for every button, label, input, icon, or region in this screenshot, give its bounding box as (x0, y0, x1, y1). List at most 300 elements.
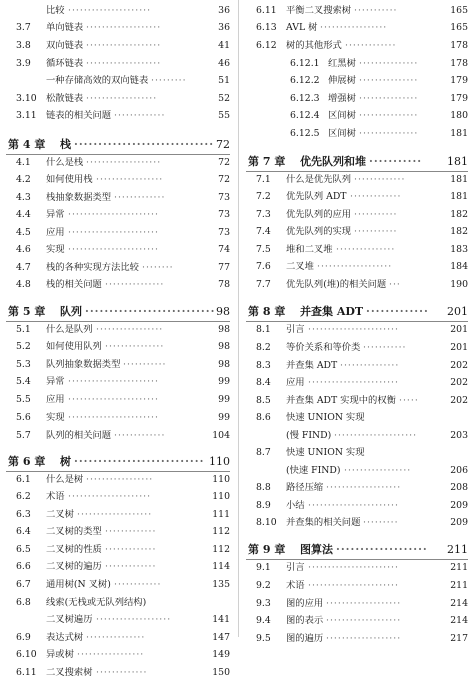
toc-page-number: 111 (212, 509, 230, 520)
toc-number: 4.8 (16, 279, 31, 290)
toc-title: 实现 (46, 412, 65, 423)
toc-page-number: 73 (218, 192, 230, 203)
toc-page-number: 99 (218, 376, 230, 387)
toc-title: 路径压缩 (286, 482, 324, 493)
toc-page-number: 181 (450, 191, 468, 202)
toc-leader-dots: ················· (96, 324, 164, 335)
toc-number: 8.8 (256, 482, 271, 493)
toc-leader-dots: ······················· (308, 377, 399, 388)
toc-section-entry (240, 3, 474, 19)
toc-section-entry (240, 242, 474, 258)
toc-title: 优先队列的实现 (286, 226, 352, 237)
toc-chapter-heading (240, 541, 474, 559)
toc-leader-dots: ··················· (326, 598, 402, 609)
toc-section-entry (240, 480, 474, 496)
toc-page-number: 78 (218, 279, 230, 290)
toc-number: 6.13 (256, 22, 277, 33)
toc-number: 5.5 (16, 394, 31, 405)
toc-page-number: 211 (450, 562, 468, 573)
toc-page-number: 182 (450, 226, 468, 237)
toc-page-number: 178 (450, 58, 468, 69)
toc-section-entry (240, 596, 474, 612)
toc-leader-dots: ··· (389, 279, 401, 290)
toc-leader-dots: ··················· (86, 40, 162, 51)
toc-number: 第 4 章 (8, 138, 46, 151)
toc-title: 术语 (46, 491, 65, 502)
toc-subsection-entry (240, 56, 474, 72)
toc-title: (快速 FIND) (286, 465, 341, 476)
toc-leader-dots: ··························· (74, 455, 205, 468)
toc-section-entry (0, 374, 236, 390)
toc-title: 应用 (46, 394, 65, 405)
toc-title: 二叉搜索树 (46, 667, 93, 678)
toc-page-number: 110 (212, 474, 230, 485)
toc-leader-dots: ··················· (86, 22, 162, 33)
toc-leader-dots: ················· (77, 649, 145, 660)
toc-section-entry (0, 428, 236, 444)
toc-number: 9.2 (256, 580, 271, 591)
toc-leader-dots: ······················· (68, 376, 159, 387)
toc-leader-dots: ········ (142, 262, 174, 273)
toc-page-number: 98 (216, 305, 230, 318)
toc-page-number: 211 (450, 580, 468, 591)
toc-section-entry (0, 410, 236, 426)
toc-leader-dots: ··········· (123, 359, 167, 370)
toc-number: 8.1 (256, 324, 271, 335)
toc-section-entry (0, 489, 236, 505)
toc-title: 引言 (286, 324, 305, 335)
toc-title: AVL 树 (286, 22, 318, 33)
toc-title: 如何使用队列 (46, 341, 102, 352)
toc-title: 图的表示 (286, 615, 324, 626)
toc-number: 9.1 (256, 562, 271, 573)
toc-section-entry (0, 108, 236, 124)
toc-number: 4.4 (16, 209, 31, 220)
toc-section-entry (240, 515, 474, 531)
toc-page-number: 202 (450, 377, 468, 388)
toc-page-number: 73 (218, 227, 230, 238)
toc-section-entry (0, 357, 236, 373)
toc-title: 并查集的相关问题 (286, 517, 361, 528)
toc-leader-dots: ··········· (354, 226, 398, 237)
toc-section-entry (0, 207, 236, 223)
toc-page-number: 72 (218, 157, 230, 168)
toc-page-number: 147 (212, 632, 230, 643)
toc-leader-dots: ········· (363, 517, 399, 528)
toc-page-number: 209 (450, 500, 468, 511)
toc-number: 3.11 (16, 110, 37, 121)
toc-page-number: 110 (212, 491, 230, 502)
toc-leader-dots: ··············· (359, 75, 419, 86)
toc-number: 7.3 (256, 209, 271, 220)
toc-leader-dots: ············· (105, 526, 157, 537)
toc-page-number: 112 (212, 526, 230, 537)
toc-number: 3.10 (16, 93, 37, 104)
toc-number: 第 6 章 (8, 455, 46, 468)
toc-number: 6.11 (256, 5, 277, 16)
toc-title: 二叉树的类型 (46, 526, 102, 537)
toc-leader-dots: ··············· (336, 244, 396, 255)
toc-title: 单向链表 (46, 22, 84, 33)
toc-section-entry (240, 428, 474, 444)
chapter-underline-rule (6, 154, 230, 155)
toc-title: 优先队列(堆)的相关问题 (286, 279, 387, 290)
toc-page-number: 52 (218, 93, 230, 104)
toc-number: 6.12.1 (290, 58, 320, 69)
toc-leader-dots: ····················· (68, 491, 152, 502)
toc-leader-dots: ··············· (105, 279, 165, 290)
toc-title: 一种存储高效的双向链表 (46, 75, 149, 86)
toc-leader-dots: ············ (114, 579, 162, 590)
toc-title: 双向链表 (46, 40, 84, 51)
toc-number: 6.12.4 (290, 110, 320, 121)
toc-number: 6.6 (16, 561, 31, 572)
toc-leader-dots: ················· (344, 465, 412, 476)
toc-number: 第 5 章 (8, 305, 46, 318)
toc-leader-dots: ······················· (68, 394, 159, 405)
toc-page-number: 179 (450, 75, 468, 86)
toc-leader-dots: ············· (105, 544, 157, 555)
toc-section-entry (240, 560, 474, 576)
chapter-underline-rule (6, 471, 230, 472)
toc-leader-dots: ··················· (86, 58, 162, 69)
toc-number: 6.12.2 (290, 75, 320, 86)
toc-number: 7.1 (256, 174, 271, 185)
toc-page-number: 190 (450, 279, 468, 290)
toc-page-number: 36 (218, 5, 230, 16)
toc-number: 6.8 (16, 597, 31, 608)
toc-leader-dots: ················· (86, 474, 154, 485)
toc-number: 4.2 (16, 174, 31, 185)
toc-page-number: 203 (450, 430, 468, 441)
column-divider (238, 0, 239, 637)
toc-leader-dots: ······················· (68, 244, 159, 255)
toc-leader-dots: ··············· (105, 341, 165, 352)
toc-section-entry (240, 322, 474, 338)
toc-number: 8.9 (256, 500, 271, 511)
toc-page-number: 74 (218, 244, 230, 255)
toc-section-entry (240, 613, 474, 629)
toc-leader-dots: ·················· (86, 93, 158, 104)
toc-page-number: 182 (450, 209, 468, 220)
toc-leader-dots: ······················· (308, 562, 399, 573)
toc-title: 通用树(N 叉树) (46, 579, 111, 590)
toc-title: 应用 (286, 377, 305, 388)
toc-title: 如何使用栈 (46, 174, 93, 185)
toc-title: 栈的各种实现方法比较 (46, 262, 139, 273)
toc-leader-dots: ······················· (68, 227, 159, 238)
toc-page-number: 99 (218, 412, 230, 423)
toc-page-number: 184 (450, 261, 468, 272)
toc-page-number: 202 (450, 395, 468, 406)
toc-section-entry (0, 277, 236, 293)
toc-section-entry (240, 410, 474, 426)
toc-page-number: 72 (218, 174, 230, 185)
toc-section-entry (0, 524, 236, 540)
toc-title: 二叉树的遍历 (46, 561, 102, 572)
toc-number: 6.5 (16, 544, 31, 555)
toc-leader-dots: ······················· (68, 209, 159, 220)
toc-number: 5.6 (16, 412, 31, 423)
toc-number: 第 9 章 (248, 543, 286, 556)
toc-title: 什么是树 (46, 474, 84, 485)
toc-title: 比较 (46, 5, 65, 16)
toc-leader-dots: ··············· (340, 360, 400, 371)
toc-leader-dots: ··········· (369, 155, 423, 168)
toc-section-entry (0, 190, 236, 206)
toc-section-entry (240, 20, 474, 36)
toc-leader-dots: ··············· (86, 632, 146, 643)
toc-page-number: 202 (450, 360, 468, 371)
toc-title: 平衡二叉搜索树 (286, 5, 352, 16)
toc-title: 二叉树遍历 (46, 614, 93, 625)
toc-title: 优先队列的应用 (286, 209, 352, 220)
toc-title: 等价关系和等价类 (286, 342, 361, 353)
toc-number: 5.2 (16, 341, 31, 352)
toc-subsection-entry (240, 91, 474, 107)
toc-leader-dots: ······················· (308, 580, 399, 591)
toc-number: 4.6 (16, 244, 31, 255)
toc-title: 表达式树 (46, 632, 84, 643)
toc-page-number: 181 (450, 174, 468, 185)
toc-section-entry (240, 38, 474, 54)
toc-page-number: 41 (218, 40, 230, 51)
toc-number: 8.10 (256, 517, 277, 528)
toc-title: 并查集 ADT (300, 305, 364, 318)
toc-leader-dots: ······················· (68, 412, 159, 423)
toc-leader-dots: ····· (399, 395, 419, 406)
toc-number: 8.6 (256, 412, 271, 423)
toc-number: 3.7 (16, 22, 31, 33)
toc-section-entry (0, 392, 236, 408)
toc-section-entry (0, 155, 236, 171)
toc-title: 图的遍历 (286, 633, 324, 644)
toc-title: 异常 (46, 376, 65, 387)
toc-title: 区间树 (328, 128, 356, 139)
toc-page-number: 114 (212, 561, 230, 572)
toc-page-number: 46 (218, 58, 230, 69)
toc-section-entry (0, 559, 236, 575)
toc-number: 7.7 (256, 279, 271, 290)
toc-title: 术语 (286, 580, 305, 591)
toc-page-number: 201 (447, 305, 468, 318)
toc-section-entry (0, 20, 236, 36)
toc-title: 区间树 (328, 110, 356, 121)
toc-page-number: 214 (450, 598, 468, 609)
toc-leader-dots: ················· (96, 174, 164, 185)
toc-section-entry (240, 259, 474, 275)
toc-number: 6.11 (16, 667, 37, 678)
toc-number: 4.3 (16, 192, 31, 203)
toc-leader-dots: ················· (320, 22, 388, 33)
toc-title: 栈抽象数据类型 (46, 192, 112, 203)
toc-chapter-heading (240, 303, 474, 321)
toc-leader-dots: ············· (345, 40, 397, 51)
toc-leader-dots: ········· (151, 75, 187, 86)
toc-section-entry (240, 224, 474, 240)
toc-leader-dots: ············· (366, 305, 429, 318)
toc-section-entry (0, 665, 236, 681)
toc-page-number: 178 (450, 40, 468, 51)
toc-number: 6.12.3 (290, 93, 320, 104)
toc-leader-dots: ··················· (326, 615, 402, 626)
toc-number: 7.5 (256, 244, 271, 255)
toc-page-number: 180 (450, 110, 468, 121)
toc-title: 线索(无栈或无队列结构) (46, 597, 147, 608)
toc-leader-dots: ··················· (326, 482, 402, 493)
toc-leader-dots: ············· (114, 192, 166, 203)
toc-title: 图算法 (300, 543, 333, 556)
toc-title: 队列抽象数据类型 (46, 359, 121, 370)
toc-leader-dots: ··············· (359, 58, 419, 69)
toc-number: 9.5 (256, 633, 271, 644)
toc-number: 9.4 (256, 615, 271, 626)
toc-section-entry (240, 498, 474, 514)
chapter-underline-rule (246, 321, 468, 322)
toc-subsection-entry (240, 126, 474, 142)
toc-leader-dots: ··················· (86, 157, 162, 168)
toc-number: 4.5 (16, 227, 31, 238)
toc-section-entry (240, 358, 474, 374)
toc-title: 红黑树 (328, 58, 356, 69)
toc-section-entry (240, 445, 474, 461)
toc-number: 8.7 (256, 447, 271, 458)
toc-page-number: 201 (450, 324, 468, 335)
toc-number: 5.4 (16, 376, 31, 387)
toc-number: 3.9 (16, 58, 31, 69)
toc-page-number: 73 (218, 209, 230, 220)
toc-leader-dots: ··················· (317, 261, 393, 272)
toc-section-entry (0, 472, 236, 488)
toc-number: 5.3 (16, 359, 31, 370)
toc-section-entry (240, 207, 474, 223)
toc-number: 第 7 章 (248, 155, 286, 168)
toc-title: 应用 (46, 227, 65, 238)
toc-title: 什么是栈 (46, 157, 84, 168)
toc-leader-dots: ··················· (336, 543, 428, 556)
toc-page-number: 217 (450, 633, 468, 644)
toc-title: 二叉树的性质 (46, 544, 102, 555)
toc-number: 6.7 (16, 579, 31, 590)
toc-page-number: 77 (218, 262, 230, 273)
toc-leader-dots: ····················· (68, 5, 152, 16)
toc-section-entry (0, 630, 236, 646)
toc-section-entry (240, 172, 474, 188)
toc-section-entry (0, 577, 236, 593)
toc-section-entry (0, 339, 236, 355)
toc-page-number: 214 (450, 615, 468, 626)
toc-page-number: 98 (218, 324, 230, 335)
toc-page-number: 110 (209, 455, 230, 468)
toc-title: 伸展树 (328, 75, 356, 86)
toc-page-number: 209 (450, 517, 468, 528)
toc-title: 优先队列 ADT (286, 191, 347, 202)
toc-section-entry (0, 73, 236, 89)
toc-number: 7.4 (256, 226, 271, 237)
toc-title: 栈 (60, 138, 71, 151)
toc-leader-dots: ··························· (85, 305, 216, 318)
toc-leader-dots: ··············· (359, 110, 419, 121)
toc-title: (慢 FIND) (286, 430, 332, 441)
toc-page-number: 165 (450, 5, 468, 16)
toc-number: 8.5 (256, 395, 271, 406)
toc-title: 什么是队列 (46, 324, 93, 335)
toc-section-entry (0, 647, 236, 663)
toc-leader-dots: ············· (350, 191, 402, 202)
toc-section-entry (0, 507, 236, 523)
toc-page-number: 98 (218, 341, 230, 352)
toc-title: 二叉堆 (286, 261, 314, 272)
toc-section-entry (240, 375, 474, 391)
toc-number: 7.6 (256, 261, 271, 272)
toc-page-number: 98 (218, 359, 230, 370)
toc-title: 循环链表 (46, 58, 84, 69)
toc-number: 6.2 (16, 491, 31, 502)
toc-number: 6.9 (16, 632, 31, 643)
toc-title: 增强树 (328, 93, 356, 104)
toc-title: 异常 (46, 209, 65, 220)
toc-chapter-heading (240, 153, 474, 171)
toc-number: 8.3 (256, 360, 271, 371)
toc-title: 引言 (286, 562, 305, 573)
toc-title: 栈的相关问题 (46, 279, 102, 290)
toc-section-entry (0, 595, 236, 611)
toc-title: 树 (60, 455, 71, 468)
toc-title: 实现 (46, 244, 65, 255)
toc-title: 二叉树 (46, 509, 74, 520)
toc-page-number: 165 (450, 22, 468, 33)
toc-section-entry (240, 340, 474, 356)
toc-page-number: 36 (218, 22, 230, 33)
toc-page-number: 112 (212, 544, 230, 555)
toc-number: 第 8 章 (248, 305, 286, 318)
toc-number: 8.2 (256, 342, 271, 353)
toc-leader-dots: ············· (354, 174, 406, 185)
toc-chapter-heading (0, 136, 236, 154)
toc-leader-dots: ··············· (359, 128, 419, 139)
toc-title: 快速 UNION 实现 (286, 447, 365, 458)
toc-section-entry (0, 38, 236, 54)
toc-page-number: 181 (450, 128, 468, 139)
toc-number: 4.7 (16, 262, 31, 273)
toc-section-entry (240, 578, 474, 594)
toc-title: 队列 (60, 305, 82, 318)
toc-number: 4.1 (16, 157, 31, 168)
toc-section-entry (240, 463, 474, 479)
toc-leader-dots: ··················· (77, 509, 153, 520)
toc-title: 堆和二叉堆 (286, 244, 333, 255)
toc-number: 6.12.5 (290, 128, 320, 139)
toc-section-entry (240, 189, 474, 205)
toc-title: 异或树 (46, 649, 74, 660)
toc-title: 快速 UNION 实现 (286, 412, 365, 423)
toc-page-number: 201 (450, 342, 468, 353)
toc-section-entry (240, 631, 474, 647)
toc-page-number: 181 (447, 155, 468, 168)
toc-number: 6.3 (16, 509, 31, 520)
toc-title: 并查集 ADT 实现中的权衡 (286, 395, 396, 406)
toc-page-number: 135 (212, 579, 230, 590)
toc-number: 6.12 (256, 40, 277, 51)
toc-leader-dots: ············· (105, 561, 157, 572)
toc-section-entry (240, 277, 474, 293)
toc-title: 什么是优先队列 (286, 174, 352, 185)
toc-subsection-entry (240, 108, 474, 124)
toc-number: 7.2 (256, 191, 271, 202)
toc-section-entry (0, 322, 236, 338)
toc-number: 6.4 (16, 526, 31, 537)
toc-title: 链表的相关问题 (46, 110, 112, 121)
